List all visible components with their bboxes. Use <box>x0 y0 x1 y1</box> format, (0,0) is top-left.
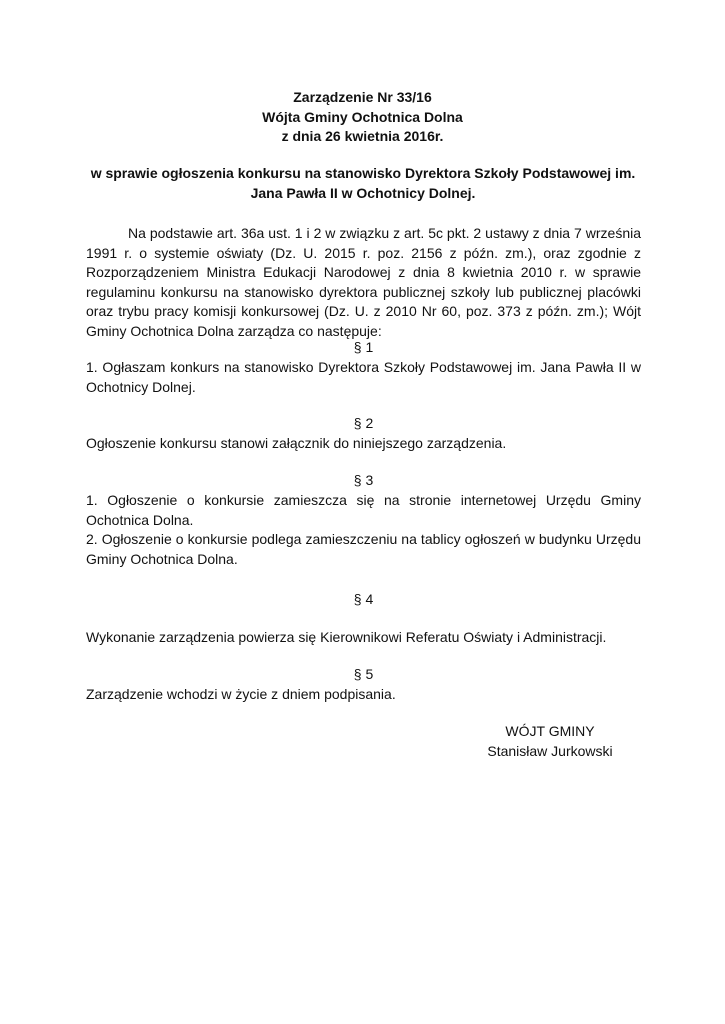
subject-line-2: Jana Pawła II w Ochotnicy Dolnej. <box>250 184 476 201</box>
document-subject <box>85 164 641 203</box>
signatory-title: WÓJT GMINY <box>505 723 595 739</box>
section-4-mark: § 4 <box>353 591 374 607</box>
subject-line-1: w sprawie ogłoszenia konkursu na stanowisko Dyrektora Szkoły Podstawowej im. <box>90 165 636 181</box>
issuer: Wójta Gminy Ochotnica Dolna <box>262 108 463 125</box>
section-5-mark: § 5 <box>353 666 374 682</box>
section-3-item-2: 2. Ogłoszenie o konkursie podlega zamieszczeniu na tablicy ogłoszeń w budynku Urzędu Gminy Ochotnica Dolna. <box>86 531 641 567</box>
section-2-mark: § 2 <box>353 415 374 431</box>
signatory-name: Stanisław Jurkowski <box>487 742 613 759</box>
section-3-item-1: 1. Ogłoszenie o konkursie zamieszcza się na stronie internetowej Urzędu Gminy Ochotnica Dolna. <box>86 492 641 528</box>
signature-block <box>470 722 630 761</box>
section-1-mark: § 1 <box>353 339 374 355</box>
legal-basis-paragraph: Na podstawie art. 36a ust. 1 i 2 w związku z art. 5c pkt. 2 ustawy z dnia 7 września 1991 r. o systemie oświaty (Dz. U. 2015 r. poz. 2156 z późn. zm.), oraz zgodnie z Rozporządzeniem Ministra Edukacji Narodowej z dnia 8 kwietnia 2010 r. w sprawie regulaminu konkursu na stanowisko dyrektora publicznej szkoły lub publicznej placówki oraz trybu pracy komisji konkursowej (Dz. U. z 2010 Nr 60, poz. 373 z późn. zm.); Wójt Gminy Ochotnica Dolna zarządza co następuje: <box>86 225 641 339</box>
section-3-mark: § 3 <box>353 472 374 488</box>
ordinance-number: Zarządzenie Nr 33/16 <box>293 89 432 105</box>
section-2-text: Ogłoszenie konkursu stanowi załącznik do niniejszego zarządzenia. <box>86 435 507 451</box>
document-header <box>0 88 725 147</box>
section-1-text: 1. Ogłaszam konkurs na stanowisko Dyrektora Szkoły Podstawowej im. Jana Pawła II w Ochotnicy Dolnej. <box>86 359 641 395</box>
section-4-text: Wykonanie zarządzenia powierza się Kierownikowi Referatu Oświaty i Administracji. <box>86 629 607 645</box>
section-5-text: Zarządzenie wchodzi w życie z dniem podpisania. <box>86 686 396 702</box>
ordinance-date: z dnia 26 kwietnia 2016r. <box>281 128 444 144</box>
